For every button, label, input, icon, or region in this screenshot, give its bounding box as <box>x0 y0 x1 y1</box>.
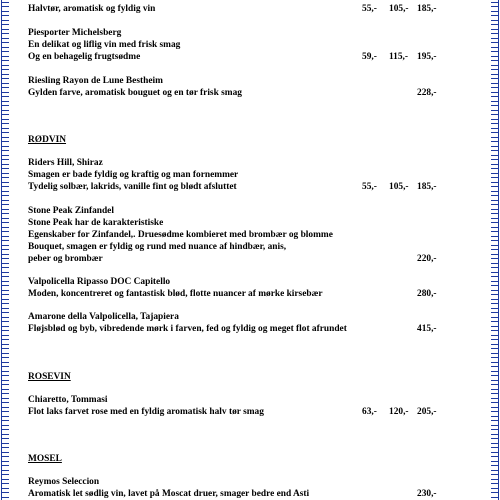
wine-description: Fløjsblød og byb, vibredende mørk i farven, fed og fyldig og meget flot afrundet <box>28 324 347 334</box>
price-large: 185,- <box>417 4 437 14</box>
wine-name: Stone Peak Zinfandel <box>28 206 114 216</box>
wine-name: Amarone della Valpolicella, Tajapiera <box>28 312 179 322</box>
price-small: 59,- <box>362 52 377 62</box>
wine-name: Riders Hill, Shiraz <box>28 158 103 168</box>
section-heading-rosevin: ROSEVIN <box>28 372 71 382</box>
price-bottle: 228,- <box>417 88 437 98</box>
price-medium: 120,- <box>389 407 409 417</box>
wine-description: Stone Peak har de karakteristiske <box>28 218 164 228</box>
price-small: 55,- <box>362 182 377 192</box>
wine-name: Valpolicella Ripasso DOC Capitello <box>28 277 171 287</box>
section-heading-rodvin: RØDVIN <box>28 135 67 145</box>
price-medium: 105,- <box>389 182 409 192</box>
price-large: 185,- <box>417 182 437 192</box>
wine-name: Piesporter Michelsberg <box>28 28 122 38</box>
price-small: 63,- <box>362 407 377 417</box>
wine-description: Moden, koncentreret og fantastisk blød, flotte nuancer af mørke kirsebær <box>28 289 323 299</box>
price-medium: 115,- <box>389 52 409 62</box>
wine-description: Aromatisk let sødlig vin, lavet på Moscat druer, smager bedre end Asti <box>28 489 310 499</box>
price-large: 205,- <box>417 407 437 417</box>
wine-description: Tydelig solbær, lakrids, vanille fint og blødt afsluttet <box>28 182 237 192</box>
wine-name: Reymos Seleccion <box>28 477 100 487</box>
wine-description: Smagen er bade fyldig og kraftig og man fornemmer <box>28 170 239 180</box>
price-bottle: 280,- <box>417 289 437 299</box>
wine-description: Bouquet, smagen er fyldig og rund med nuance af hindbær, anis, <box>28 242 287 252</box>
wine-description: Og en behagelig frugtsødme <box>28 52 141 62</box>
price-small: 55,- <box>362 4 377 14</box>
price-medium: 105,- <box>389 4 409 14</box>
wine-description: En delikat og liflig vin med frisk smag <box>28 40 181 50</box>
wine-name: Chiaretto, Tommasi <box>28 395 108 405</box>
price-bottle: 230,- <box>417 489 437 499</box>
wine-description: Egenskaber for Zinfandel,. Druesødme kombieret med brombær og blomme <box>28 230 333 240</box>
wine-name: Riesling Rayon de Lune Bestheim <box>28 76 163 86</box>
price-bottle: 220,- <box>417 254 437 264</box>
wine-description: Flot laks farvet rose med en fyldig aromatisk halv tør smag <box>28 407 264 417</box>
price-bottle: 415,- <box>417 324 437 334</box>
wine-description: Gylden farve, aromatisk bouguet og en tør frisk smag <box>28 88 242 98</box>
price-large: 195,- <box>417 52 437 62</box>
left-decorative-border <box>1 0 9 500</box>
right-decorative-border <box>491 0 499 500</box>
section-heading-mosel: MOSEL <box>28 454 62 464</box>
wine-description: peber og brombær <box>28 254 103 264</box>
wine-description: Halvtør, aromatisk og fyldig vin <box>28 4 156 14</box>
